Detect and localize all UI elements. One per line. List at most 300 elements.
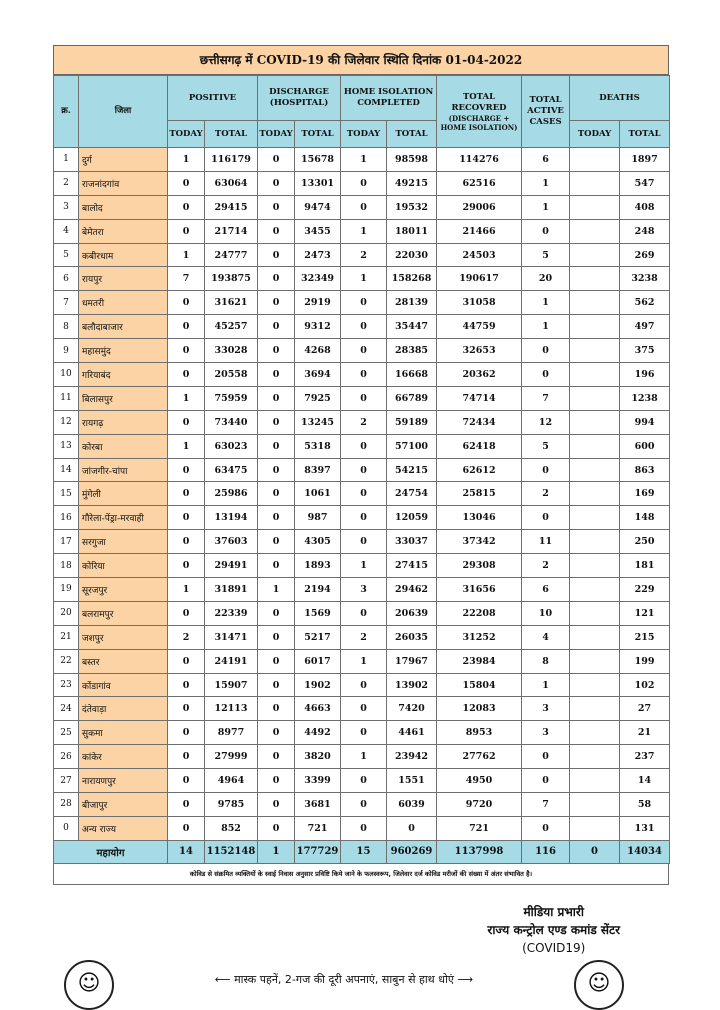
table-row bbox=[54, 793, 670, 817]
discharge-total-cell: 32349 bbox=[295, 267, 341, 291]
deaths-total-cell: 269 bbox=[620, 243, 670, 267]
district-cell: गरियाबंद bbox=[79, 363, 168, 387]
discharge-today-cell: 0 bbox=[258, 530, 295, 554]
total-recovered-cell: 37342 bbox=[437, 530, 522, 554]
footer-banner bbox=[64, 960, 624, 996]
home-isolation-total-cell: 22030 bbox=[387, 243, 437, 267]
table-row bbox=[54, 339, 670, 363]
discharge-total-cell: 9312 bbox=[295, 315, 341, 339]
home-isolation-today-cell: 1 bbox=[341, 649, 387, 673]
discharge-today-cell: 0 bbox=[258, 267, 295, 291]
deaths-total-cell: 3238 bbox=[620, 267, 670, 291]
table-row bbox=[54, 745, 670, 769]
total-recovered-cell: 23984 bbox=[437, 649, 522, 673]
signature-block bbox=[487, 903, 620, 957]
positive-today-cell: 1 bbox=[168, 243, 205, 267]
table-row bbox=[54, 434, 670, 458]
active-cases-cell: 0 bbox=[522, 816, 570, 840]
positive-today-cell: 0 bbox=[168, 816, 205, 840]
grand-total-active: 116 bbox=[522, 840, 570, 863]
total-recovered-cell: 20362 bbox=[437, 363, 522, 387]
positive-total-cell: 63023 bbox=[205, 434, 258, 458]
district-cell: रायपुर bbox=[79, 267, 168, 291]
discharge-today-cell: 0 bbox=[258, 171, 295, 195]
home-isolation-today-cell: 2 bbox=[341, 243, 387, 267]
positive-today-cell: 1 bbox=[168, 148, 205, 172]
home-isolation-total-cell: 29462 bbox=[387, 578, 437, 602]
sno-cell: 4 bbox=[54, 219, 79, 243]
home-isolation-today-cell: 0 bbox=[341, 458, 387, 482]
district-cell: दुर्ग bbox=[79, 148, 168, 172]
district-cell: सरगुजा bbox=[79, 530, 168, 554]
positive-total-cell: 116179 bbox=[205, 148, 258, 172]
total-recovered-cell: 31058 bbox=[437, 291, 522, 315]
deaths-total-cell: 27 bbox=[620, 697, 670, 721]
total-recovered-cell: 29308 bbox=[437, 554, 522, 578]
total-recovered-cell: 29006 bbox=[437, 195, 522, 219]
positive-today-cell: 0 bbox=[168, 171, 205, 195]
sno-cell: 28 bbox=[54, 793, 79, 817]
positive-header: POSITIVE bbox=[168, 76, 258, 121]
positive-total-cell: 31891 bbox=[205, 578, 258, 602]
deaths-total-cell: 181 bbox=[620, 554, 670, 578]
deaths-today-cell bbox=[570, 554, 620, 578]
positive-total-cell: 29415 bbox=[205, 195, 258, 219]
deaths-today-cell bbox=[570, 578, 620, 602]
deaths-today-cell bbox=[570, 530, 620, 554]
grand-total-positive-total: 1152148 bbox=[205, 840, 258, 863]
total-recovered-cell: 31656 bbox=[437, 578, 522, 602]
deaths-total-cell: 547 bbox=[620, 171, 670, 195]
positive-total-cell: 15907 bbox=[205, 673, 258, 697]
district-cell: बलरामपुर bbox=[79, 601, 168, 625]
positive-today-cell: 1 bbox=[168, 578, 205, 602]
total-recovered-cell: 32653 bbox=[437, 339, 522, 363]
positive-total-cell: 24191 bbox=[205, 649, 258, 673]
sno-cell: 14 bbox=[54, 458, 79, 482]
positive-today-cell: 1 bbox=[168, 434, 205, 458]
home-isolation-today-cell: 0 bbox=[341, 363, 387, 387]
deaths-total-cell: 14 bbox=[620, 769, 670, 793]
district-cell: बिलासपुर bbox=[79, 386, 168, 410]
district-cell: कोरबा bbox=[79, 434, 168, 458]
home-isolation-today-header: TODAY bbox=[341, 121, 387, 148]
discharge-total-cell: 4663 bbox=[295, 697, 341, 721]
table-row bbox=[54, 769, 670, 793]
positive-today-cell: 0 bbox=[168, 363, 205, 387]
sno-cell: 8 bbox=[54, 315, 79, 339]
deaths-today-cell bbox=[570, 482, 620, 506]
home-isolation-total-cell: 13902 bbox=[387, 673, 437, 697]
district-cell: दंतेवाड़ा bbox=[79, 697, 168, 721]
home-isolation-today-cell: 2 bbox=[341, 410, 387, 434]
home-isolation-total-cell: 23942 bbox=[387, 745, 437, 769]
home-isolation-total-cell: 4461 bbox=[387, 721, 437, 745]
positive-total-cell: 22339 bbox=[205, 601, 258, 625]
positive-total-header: TOTAL bbox=[205, 121, 258, 148]
table-row bbox=[54, 649, 670, 673]
total-recovered-cell: 31252 bbox=[437, 625, 522, 649]
active-cases-cell: 20 bbox=[522, 267, 570, 291]
total-recovered-cell: 62516 bbox=[437, 171, 522, 195]
grand-total-discharge-today: 1 bbox=[258, 840, 295, 863]
discharge-total-cell: 3399 bbox=[295, 769, 341, 793]
covid-report-sheet bbox=[53, 45, 669, 885]
active-cases-cell: 4 bbox=[522, 625, 570, 649]
district-cell: धमतरी bbox=[79, 291, 168, 315]
home-isolation-total-cell: 19532 bbox=[387, 195, 437, 219]
discharge-total-cell: 13301 bbox=[295, 171, 341, 195]
table-row bbox=[54, 458, 670, 482]
total-recovered-cell: 721 bbox=[437, 816, 522, 840]
sno-cell: 23 bbox=[54, 673, 79, 697]
table-row bbox=[54, 673, 670, 697]
positive-today-cell: 0 bbox=[168, 530, 205, 554]
home-isolation-total-cell: 16668 bbox=[387, 363, 437, 387]
deaths-total-cell: 215 bbox=[620, 625, 670, 649]
total-recovered-cell: 62418 bbox=[437, 434, 522, 458]
discharge-today-cell: 0 bbox=[258, 554, 295, 578]
sno-cell: 1 bbox=[54, 148, 79, 172]
discharge-today-cell: 0 bbox=[258, 243, 295, 267]
positive-total-cell: 29491 bbox=[205, 554, 258, 578]
deaths-today-cell bbox=[570, 243, 620, 267]
active-cases-cell: 10 bbox=[522, 601, 570, 625]
discharge-today-cell: 0 bbox=[258, 769, 295, 793]
deaths-today-cell bbox=[570, 267, 620, 291]
deaths-today-cell bbox=[570, 745, 620, 769]
positive-total-cell: 9785 bbox=[205, 793, 258, 817]
district-cell: अन्य राज्य bbox=[79, 816, 168, 840]
home-isolation-today-cell: 0 bbox=[341, 793, 387, 817]
discharge-today-cell: 0 bbox=[258, 697, 295, 721]
table-row bbox=[54, 530, 670, 554]
positive-today-cell: 0 bbox=[168, 673, 205, 697]
discharge-total-cell: 3820 bbox=[295, 745, 341, 769]
sno-cell: 21 bbox=[54, 625, 79, 649]
deaths-total-cell: 1238 bbox=[620, 386, 670, 410]
table-body bbox=[54, 148, 670, 841]
disclaimer-note: कोविड से संक्रमित व्यक्तियों के स्वाई निवास अनुसार प्रविष्टि किये जाने के फलस्वरूप, जिलेवार दर्ज कोविड मरीजों की संख्या में अंतर संभावित है। bbox=[53, 864, 669, 885]
active-cases-cell: 11 bbox=[522, 530, 570, 554]
grand-total-row bbox=[54, 840, 670, 863]
home-isolation-today-cell: 0 bbox=[341, 171, 387, 195]
active-cases-cell: 3 bbox=[522, 697, 570, 721]
discharge-today-cell: 0 bbox=[258, 148, 295, 172]
total-active-header: TOTAL ACTIVE CASES bbox=[522, 76, 570, 148]
deaths-total-cell: 148 bbox=[620, 506, 670, 530]
discharge-total-cell: 13245 bbox=[295, 410, 341, 434]
table-row bbox=[54, 697, 670, 721]
grand-total-label: महायोग bbox=[54, 840, 168, 863]
total-recovered-cell: 25815 bbox=[437, 482, 522, 506]
home-isolation-total-cell: 66789 bbox=[387, 386, 437, 410]
deaths-today-cell bbox=[570, 506, 620, 530]
deaths-today-cell bbox=[570, 315, 620, 339]
home-isolation-total-header: TOTAL bbox=[387, 121, 437, 148]
deaths-total-cell: 248 bbox=[620, 219, 670, 243]
discharge-today-cell: 0 bbox=[258, 434, 295, 458]
discharge-total-cell: 15678 bbox=[295, 148, 341, 172]
deaths-today-cell bbox=[570, 793, 620, 817]
deaths-header: DEATHS bbox=[570, 76, 670, 121]
district-cell: सुकमा bbox=[79, 721, 168, 745]
sno-cell: 5 bbox=[54, 243, 79, 267]
total-recovered-cell: 74714 bbox=[437, 386, 522, 410]
grand-total-home-isolation-total: 960269 bbox=[387, 840, 437, 863]
discharge-total-cell: 9474 bbox=[295, 195, 341, 219]
positive-today-cell: 0 bbox=[168, 482, 205, 506]
home-isolation-today-cell: 1 bbox=[341, 148, 387, 172]
home-isolation-total-cell: 27415 bbox=[387, 554, 437, 578]
deaths-today-cell bbox=[570, 625, 620, 649]
deaths-total-cell: 102 bbox=[620, 673, 670, 697]
total-recovered-cell: 114276 bbox=[437, 148, 522, 172]
deaths-today-cell bbox=[570, 339, 620, 363]
discharge-total-cell: 1893 bbox=[295, 554, 341, 578]
table-row bbox=[54, 816, 670, 840]
positive-today-cell: 0 bbox=[168, 410, 205, 434]
home-isolation-total-cell: 158268 bbox=[387, 267, 437, 291]
active-cases-cell: 0 bbox=[522, 339, 570, 363]
discharge-today-cell: 0 bbox=[258, 649, 295, 673]
discharge-total-cell: 4305 bbox=[295, 530, 341, 554]
positive-today-cell: 0 bbox=[168, 697, 205, 721]
positive-today-cell: 2 bbox=[168, 625, 205, 649]
deaths-total-cell: 863 bbox=[620, 458, 670, 482]
positive-total-cell: 27999 bbox=[205, 745, 258, 769]
table-row bbox=[54, 219, 670, 243]
home-isolation-total-cell: 33037 bbox=[387, 530, 437, 554]
positive-total-cell: 63064 bbox=[205, 171, 258, 195]
sno-cell: 11 bbox=[54, 386, 79, 410]
deaths-today-cell bbox=[570, 291, 620, 315]
discharge-total-cell: 5318 bbox=[295, 434, 341, 458]
positive-today-cell: 0 bbox=[168, 339, 205, 363]
active-cases-cell: 6 bbox=[522, 578, 570, 602]
deaths-total-cell: 250 bbox=[620, 530, 670, 554]
active-cases-cell: 6 bbox=[522, 148, 570, 172]
home-isolation-total-cell: 57100 bbox=[387, 434, 437, 458]
discharge-today-cell: 0 bbox=[258, 410, 295, 434]
positive-total-cell: 193875 bbox=[205, 267, 258, 291]
total-recovered-cell: 21466 bbox=[437, 219, 522, 243]
positive-today-cell: 0 bbox=[168, 458, 205, 482]
discharge-today-cell: 0 bbox=[258, 363, 295, 387]
home-isolation-total-cell: 0 bbox=[387, 816, 437, 840]
home-isolation-today-cell: 0 bbox=[341, 601, 387, 625]
home-isolation-today-cell: 0 bbox=[341, 721, 387, 745]
table-row bbox=[54, 148, 670, 172]
discharge-today-cell: 0 bbox=[258, 458, 295, 482]
total-recovered-cell: 15804 bbox=[437, 673, 522, 697]
grand-total-deaths-today: 0 bbox=[570, 840, 620, 863]
positive-today-cell: 0 bbox=[168, 219, 205, 243]
table-row bbox=[54, 625, 670, 649]
home-isolation-today-cell: 2 bbox=[341, 625, 387, 649]
positive-today-cell: 0 bbox=[168, 649, 205, 673]
discharge-total-cell: 3455 bbox=[295, 219, 341, 243]
home-isolation-total-cell: 35447 bbox=[387, 315, 437, 339]
active-cases-cell: 2 bbox=[522, 482, 570, 506]
deaths-total-cell: 58 bbox=[620, 793, 670, 817]
discharge-total-cell: 721 bbox=[295, 816, 341, 840]
district-cell: बालोद bbox=[79, 195, 168, 219]
deaths-total-cell: 196 bbox=[620, 363, 670, 387]
discharge-today-cell: 0 bbox=[258, 195, 295, 219]
positive-total-cell: 12113 bbox=[205, 697, 258, 721]
total-recovered-cell: 8953 bbox=[437, 721, 522, 745]
grand-total-home-isolation-today: 15 bbox=[341, 840, 387, 863]
total-recovered-cell: 9720 bbox=[437, 793, 522, 817]
deaths-today-cell bbox=[570, 673, 620, 697]
positive-total-cell: 37603 bbox=[205, 530, 258, 554]
deaths-today-cell bbox=[570, 649, 620, 673]
home-isolation-today-cell: 0 bbox=[341, 769, 387, 793]
discharge-total-cell: 2919 bbox=[295, 291, 341, 315]
district-status-table bbox=[53, 75, 670, 864]
home-isolation-today-cell: 1 bbox=[341, 219, 387, 243]
active-cases-cell: 0 bbox=[522, 363, 570, 387]
active-cases-cell: 5 bbox=[522, 434, 570, 458]
table-row bbox=[54, 721, 670, 745]
report-title: छत्तीसगढ़ में COVID-19 की जिलेवार स्थिति दिनांक 01-04-2022 bbox=[53, 45, 669, 75]
deaths-today-cell bbox=[570, 816, 620, 840]
deaths-today-cell bbox=[570, 386, 620, 410]
district-cell: कोरिया bbox=[79, 554, 168, 578]
positive-total-cell: 31621 bbox=[205, 291, 258, 315]
arrow-right-icon: ⟶ bbox=[457, 973, 474, 986]
deaths-total-cell: 562 bbox=[620, 291, 670, 315]
district-cell: रायगढ़ bbox=[79, 410, 168, 434]
discharge-total-cell: 3681 bbox=[295, 793, 341, 817]
discharge-total-cell: 6017 bbox=[295, 649, 341, 673]
home-isolation-total-cell: 12059 bbox=[387, 506, 437, 530]
deaths-total-cell: 237 bbox=[620, 745, 670, 769]
district-cell: बेमेतरा bbox=[79, 219, 168, 243]
home-isolation-today-cell: 0 bbox=[341, 816, 387, 840]
positive-today-cell: 0 bbox=[168, 506, 205, 530]
deaths-total-cell: 121 bbox=[620, 601, 670, 625]
discharge-today-cell: 0 bbox=[258, 291, 295, 315]
table-row bbox=[54, 578, 670, 602]
home-isolation-total-cell: 6039 bbox=[387, 793, 437, 817]
home-isolation-today-cell: 1 bbox=[341, 745, 387, 769]
total-recovered-cell: 22208 bbox=[437, 601, 522, 625]
deaths-total-cell: 169 bbox=[620, 482, 670, 506]
table-row bbox=[54, 171, 670, 195]
deaths-today-cell bbox=[570, 363, 620, 387]
total-recovered-cell: 24503 bbox=[437, 243, 522, 267]
home-isolation-today-cell: 0 bbox=[341, 339, 387, 363]
total-recovered-cell: 13046 bbox=[437, 506, 522, 530]
positive-today-cell: 7 bbox=[168, 267, 205, 291]
table-row bbox=[54, 554, 670, 578]
home-isolation-total-cell: 17967 bbox=[387, 649, 437, 673]
home-isolation-total-cell: 20639 bbox=[387, 601, 437, 625]
deaths-total-cell: 600 bbox=[620, 434, 670, 458]
discharge-total-cell: 2473 bbox=[295, 243, 341, 267]
deaths-today-cell bbox=[570, 171, 620, 195]
district-cell: बस्तर bbox=[79, 649, 168, 673]
sno-cell: 9 bbox=[54, 339, 79, 363]
discharge-total-cell: 2194 bbox=[295, 578, 341, 602]
discharge-total-cell: 7925 bbox=[295, 386, 341, 410]
district-cell: जांजगीर-चांपा bbox=[79, 458, 168, 482]
deaths-total-header: TOTAL bbox=[620, 121, 670, 148]
active-cases-cell: 3 bbox=[522, 721, 570, 745]
active-cases-cell: 7 bbox=[522, 793, 570, 817]
discharge-today-cell: 0 bbox=[258, 339, 295, 363]
positive-total-cell: 24777 bbox=[205, 243, 258, 267]
home-isolation-today-cell: 0 bbox=[341, 195, 387, 219]
sno-cell: 20 bbox=[54, 601, 79, 625]
total-recovered-cell: 27762 bbox=[437, 745, 522, 769]
home-isolation-today-cell: 0 bbox=[341, 530, 387, 554]
sno-cell: 0 bbox=[54, 816, 79, 840]
active-cases-cell: 1 bbox=[522, 315, 570, 339]
district-cell: महासमुंद bbox=[79, 339, 168, 363]
active-cases-cell: 1 bbox=[522, 195, 570, 219]
arrow-left-icon: ⟵ bbox=[214, 973, 235, 986]
discharge-today-cell: 0 bbox=[258, 721, 295, 745]
discharge-total-cell: 4492 bbox=[295, 721, 341, 745]
home-isolation-total-cell: 7420 bbox=[387, 697, 437, 721]
total-recovered-header bbox=[437, 76, 522, 148]
discharge-total-cell: 8397 bbox=[295, 458, 341, 482]
deaths-today-cell bbox=[570, 769, 620, 793]
deaths-today-header: TODAY bbox=[570, 121, 620, 148]
home-isolation-total-cell: 18011 bbox=[387, 219, 437, 243]
deaths-total-cell: 229 bbox=[620, 578, 670, 602]
positive-total-cell: 20558 bbox=[205, 363, 258, 387]
sno-cell: 15 bbox=[54, 482, 79, 506]
discharge-total-cell: 5217 bbox=[295, 625, 341, 649]
signature-designation: मीडिया प्रभारी bbox=[523, 905, 584, 919]
active-cases-cell: 1 bbox=[522, 291, 570, 315]
discharge-today-cell: 0 bbox=[258, 219, 295, 243]
home-isolation-total-cell: 59189 bbox=[387, 410, 437, 434]
positive-total-cell: 73440 bbox=[205, 410, 258, 434]
active-cases-cell: 0 bbox=[522, 745, 570, 769]
discharge-today-cell: 0 bbox=[258, 793, 295, 817]
discharge-total-cell: 4268 bbox=[295, 339, 341, 363]
home-isolation-total-cell: 1551 bbox=[387, 769, 437, 793]
active-cases-cell: 1 bbox=[522, 171, 570, 195]
sno-cell: 25 bbox=[54, 721, 79, 745]
discharge-total-cell: 1569 bbox=[295, 601, 341, 625]
home-isolation-header: HOME ISOLATION COMPLETED bbox=[341, 76, 437, 121]
total-recovered-title: TOTAL RECOVRED bbox=[451, 91, 507, 113]
deaths-total-cell: 199 bbox=[620, 649, 670, 673]
home-isolation-today-cell: 0 bbox=[341, 673, 387, 697]
deaths-total-cell: 408 bbox=[620, 195, 670, 219]
home-isolation-today-cell: 0 bbox=[341, 315, 387, 339]
home-isolation-today-cell: 0 bbox=[341, 482, 387, 506]
active-cases-cell: 7 bbox=[522, 386, 570, 410]
sno-cell: 26 bbox=[54, 745, 79, 769]
active-cases-cell: 5 bbox=[522, 243, 570, 267]
discharge-today-cell: 0 bbox=[258, 745, 295, 769]
district-cell: कांकेर bbox=[79, 745, 168, 769]
total-recovered-cell: 62612 bbox=[437, 458, 522, 482]
grand-total-deaths-total: 14034 bbox=[620, 840, 670, 863]
discharge-header: DISCHARGE (HOSPITAL) bbox=[258, 76, 341, 121]
discharge-total-cell: 3694 bbox=[295, 363, 341, 387]
sno-cell: 27 bbox=[54, 769, 79, 793]
positive-total-cell: 21714 bbox=[205, 219, 258, 243]
table-row bbox=[54, 243, 670, 267]
